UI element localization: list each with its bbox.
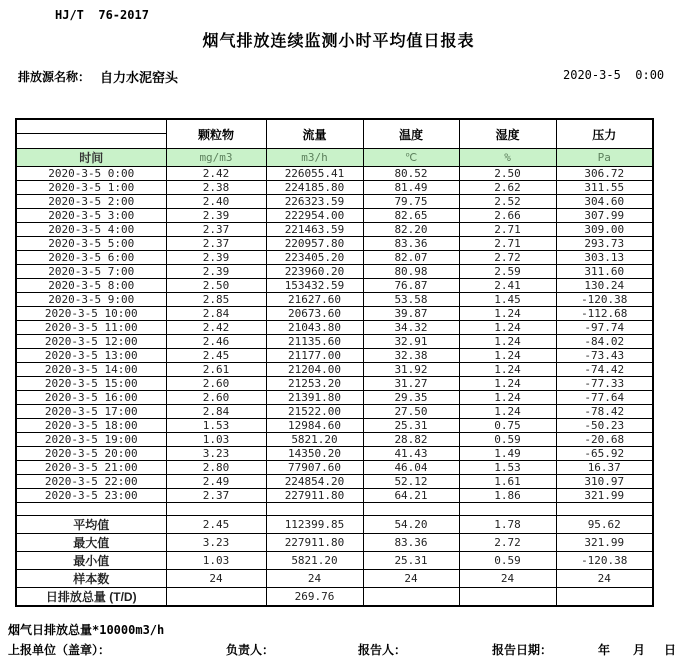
value-cell: 293.73 bbox=[556, 237, 653, 251]
value-cell: 1.61 bbox=[459, 475, 556, 489]
time-cell: 2020-3-5 6:00 bbox=[16, 251, 166, 265]
value-cell: 27.50 bbox=[363, 405, 459, 419]
total-emission-note: 烟气日排放总量*10000m3/h bbox=[8, 623, 165, 637]
summary-value: 2.72 bbox=[459, 534, 556, 552]
table-row bbox=[16, 181, 653, 195]
value-cell: 311.55 bbox=[556, 181, 653, 195]
value-cell: 222954.00 bbox=[266, 209, 363, 223]
value-cell: 304.60 bbox=[556, 195, 653, 209]
value-cell: 31.92 bbox=[363, 363, 459, 377]
responsible-person-label: 负责人： bbox=[226, 643, 275, 657]
value-cell: -77.64 bbox=[556, 391, 653, 405]
spacer-body bbox=[16, 503, 653, 516]
value-cell: 223405.20 bbox=[266, 251, 363, 265]
time-cell: 2020-3-5 2:00 bbox=[16, 195, 166, 209]
summary-value bbox=[556, 588, 653, 607]
value-cell: 224854.20 bbox=[266, 475, 363, 489]
value-cell: -97.74 bbox=[556, 321, 653, 335]
value-cell: 31.27 bbox=[363, 377, 459, 391]
time-cell: 2020-3-5 23:00 bbox=[16, 489, 166, 503]
value-cell: 34.32 bbox=[363, 321, 459, 335]
day-label: 日 bbox=[664, 643, 677, 657]
value-cell: 2.46 bbox=[166, 335, 266, 349]
value-cell: 21391.80 bbox=[266, 391, 363, 405]
value-cell: 20673.60 bbox=[266, 307, 363, 321]
column-header-temperature: 温度 bbox=[363, 119, 459, 149]
value-cell: 1.24 bbox=[459, 377, 556, 391]
value-cell: 1.24 bbox=[459, 307, 556, 321]
value-cell: -65.92 bbox=[556, 447, 653, 461]
value-cell: 2.62 bbox=[459, 181, 556, 195]
value-cell: -112.68 bbox=[556, 307, 653, 321]
value-cell: 21043.80 bbox=[266, 321, 363, 335]
summary-value: 54.20 bbox=[363, 516, 459, 534]
time-cell: 2020-3-5 22:00 bbox=[16, 475, 166, 489]
value-cell: 2.72 bbox=[459, 251, 556, 265]
summary-label: 最小值 bbox=[16, 552, 166, 570]
table-row bbox=[16, 335, 653, 349]
summary-label: 最大值 bbox=[16, 534, 166, 552]
summary-label: 日排放总量 (T/D) bbox=[16, 588, 166, 607]
reporter-label: 报告人： bbox=[358, 643, 407, 657]
value-cell: 79.75 bbox=[363, 195, 459, 209]
time-cell: 2020-3-5 5:00 bbox=[16, 237, 166, 251]
monitoring-table bbox=[15, 118, 654, 607]
table-row bbox=[16, 223, 653, 237]
time-cell: 2020-3-5 19:00 bbox=[16, 433, 166, 447]
column-header-flow: 流量 bbox=[266, 119, 363, 149]
value-cell: 1.53 bbox=[459, 461, 556, 475]
value-cell: 21204.00 bbox=[266, 363, 363, 377]
value-cell: 0.59 bbox=[459, 433, 556, 447]
table-row bbox=[16, 433, 653, 447]
summary-value bbox=[459, 588, 556, 607]
value-cell: 1.24 bbox=[459, 391, 556, 405]
value-cell: 220957.80 bbox=[266, 237, 363, 251]
corner-cell-bottom bbox=[17, 134, 166, 148]
summary-value: 1.03 bbox=[166, 552, 266, 570]
value-cell: 52.12 bbox=[363, 475, 459, 489]
value-cell: 226323.59 bbox=[266, 195, 363, 209]
page-title: 烟气排放连续监测小时平均值日报表 bbox=[202, 33, 475, 50]
time-cell: 2020-3-5 0:00 bbox=[16, 167, 166, 181]
time-cell: 2020-3-5 9:00 bbox=[16, 293, 166, 307]
column-header-row bbox=[16, 119, 653, 149]
value-cell: 2.39 bbox=[166, 265, 266, 279]
value-cell: 2.61 bbox=[166, 363, 266, 377]
value-cell: 81.49 bbox=[363, 181, 459, 195]
value-cell: -84.02 bbox=[556, 335, 653, 349]
value-cell: 12984.60 bbox=[266, 419, 363, 433]
table-row bbox=[16, 419, 653, 433]
value-cell: 2.60 bbox=[166, 391, 266, 405]
report-date-label: 报告日期： bbox=[492, 643, 553, 657]
value-cell: 2.42 bbox=[166, 167, 266, 181]
table-row bbox=[16, 251, 653, 265]
hourly-rows-body bbox=[16, 167, 653, 503]
time-cell: 2020-3-5 13:00 bbox=[16, 349, 166, 363]
value-cell: 32.91 bbox=[363, 335, 459, 349]
table-row bbox=[16, 265, 653, 279]
value-cell: 221463.59 bbox=[266, 223, 363, 237]
value-cell: 1.03 bbox=[166, 433, 266, 447]
value-cell: 2.39 bbox=[166, 209, 266, 223]
summary-row bbox=[16, 552, 653, 570]
value-cell: 303.13 bbox=[556, 251, 653, 265]
table-row bbox=[16, 447, 653, 461]
value-cell: 82.20 bbox=[363, 223, 459, 237]
value-cell: 2.71 bbox=[459, 223, 556, 237]
time-cell: 2020-3-5 14:00 bbox=[16, 363, 166, 377]
value-cell: 153432.59 bbox=[266, 279, 363, 293]
value-cell: 29.35 bbox=[363, 391, 459, 405]
value-cell: 2.84 bbox=[166, 405, 266, 419]
value-cell: 21177.00 bbox=[266, 349, 363, 363]
time-cell: 2020-3-5 8:00 bbox=[16, 279, 166, 293]
summary-value: 95.62 bbox=[556, 516, 653, 534]
value-cell: 2.84 bbox=[166, 307, 266, 321]
value-cell: 2.59 bbox=[459, 265, 556, 279]
summary-rows-body bbox=[16, 516, 653, 607]
value-cell: 307.99 bbox=[556, 209, 653, 223]
table-row bbox=[16, 209, 653, 223]
summary-value: 24 bbox=[166, 570, 266, 588]
value-cell: 83.36 bbox=[363, 237, 459, 251]
value-cell: 14350.20 bbox=[266, 447, 363, 461]
value-cell: 2.37 bbox=[166, 237, 266, 251]
value-cell: 226055.41 bbox=[266, 167, 363, 181]
summary-value: 24 bbox=[266, 570, 363, 588]
unit-flow: m3/h bbox=[266, 149, 363, 167]
corner-cell-top bbox=[17, 120, 166, 134]
report-datetime: 2020-3-5 0:00 bbox=[563, 68, 665, 82]
value-cell: 2.66 bbox=[459, 209, 556, 223]
value-cell: 76.87 bbox=[363, 279, 459, 293]
summary-value: 24 bbox=[363, 570, 459, 588]
value-cell: 2.39 bbox=[166, 251, 266, 265]
table-row bbox=[16, 489, 653, 503]
unit-pm: mg/m3 bbox=[166, 149, 266, 167]
value-cell: -77.33 bbox=[556, 377, 653, 391]
value-cell: 130.24 bbox=[556, 279, 653, 293]
value-cell: -50.23 bbox=[556, 419, 653, 433]
time-cell: 2020-3-5 17:00 bbox=[16, 405, 166, 419]
value-cell: 39.87 bbox=[363, 307, 459, 321]
table-row bbox=[16, 167, 653, 181]
time-cell: 2020-3-5 21:00 bbox=[16, 461, 166, 475]
value-cell: 0.75 bbox=[459, 419, 556, 433]
value-cell: 2.50 bbox=[459, 167, 556, 181]
table-row bbox=[16, 363, 653, 377]
summary-value: 1.78 bbox=[459, 516, 556, 534]
summary-row bbox=[16, 516, 653, 534]
value-cell: 1.86 bbox=[459, 489, 556, 503]
value-cell: 21522.00 bbox=[266, 405, 363, 419]
summary-value bbox=[166, 588, 266, 607]
value-cell: 2.50 bbox=[166, 279, 266, 293]
value-cell: 310.97 bbox=[556, 475, 653, 489]
time-cell: 2020-3-5 7:00 bbox=[16, 265, 166, 279]
summary-row bbox=[16, 534, 653, 552]
value-cell: 16.37 bbox=[556, 461, 653, 475]
value-cell: 80.52 bbox=[363, 167, 459, 181]
value-cell: 21627.60 bbox=[266, 293, 363, 307]
value-cell: 2.71 bbox=[459, 237, 556, 251]
value-cell: -73.43 bbox=[556, 349, 653, 363]
value-cell: 77907.60 bbox=[266, 461, 363, 475]
summary-row bbox=[16, 570, 653, 588]
unit-header-row bbox=[16, 149, 653, 167]
summary-value: 24 bbox=[556, 570, 653, 588]
summary-row bbox=[16, 588, 653, 607]
value-cell: 2.37 bbox=[166, 489, 266, 503]
value-cell: 82.65 bbox=[363, 209, 459, 223]
signature-line bbox=[0, 641, 677, 657]
value-cell: 2.60 bbox=[166, 377, 266, 391]
summary-value: 112399.85 bbox=[266, 516, 363, 534]
value-cell: -78.42 bbox=[556, 405, 653, 419]
unit-temperature: ℃ bbox=[363, 149, 459, 167]
value-cell: 2.42 bbox=[166, 321, 266, 335]
table-row bbox=[16, 475, 653, 489]
value-cell: 2.85 bbox=[166, 293, 266, 307]
table-row bbox=[16, 377, 653, 391]
time-cell: 2020-3-5 10:00 bbox=[16, 307, 166, 321]
value-cell: 82.07 bbox=[363, 251, 459, 265]
value-cell: 306.72 bbox=[556, 167, 653, 181]
value-cell: 227911.80 bbox=[266, 489, 363, 503]
value-cell: 311.60 bbox=[556, 265, 653, 279]
spacer-row bbox=[16, 503, 653, 516]
value-cell: -120.38 bbox=[556, 293, 653, 307]
summary-value: 83.36 bbox=[363, 534, 459, 552]
summary-value: 3.23 bbox=[166, 534, 266, 552]
value-cell: 2.80 bbox=[166, 461, 266, 475]
table-row bbox=[16, 461, 653, 475]
table-row bbox=[16, 405, 653, 419]
value-cell: 25.31 bbox=[363, 419, 459, 433]
value-cell: 2.52 bbox=[459, 195, 556, 209]
value-cell: 2.37 bbox=[166, 223, 266, 237]
source-name-value: 自力水泥窑头 bbox=[100, 70, 179, 85]
table-row bbox=[16, 293, 653, 307]
value-cell: 80.98 bbox=[363, 265, 459, 279]
time-cell: 2020-3-5 18:00 bbox=[16, 419, 166, 433]
value-cell: 2.40 bbox=[166, 195, 266, 209]
value-cell: -20.68 bbox=[556, 433, 653, 447]
value-cell: 2.41 bbox=[459, 279, 556, 293]
column-header-pm: 颗粒物 bbox=[166, 119, 266, 149]
value-cell: 1.24 bbox=[459, 349, 556, 363]
standard-number: HJ/T 76-2017 bbox=[55, 8, 149, 22]
source-name-label: 排放源名称： bbox=[18, 70, 91, 84]
summary-value bbox=[363, 588, 459, 607]
value-cell: 309.00 bbox=[556, 223, 653, 237]
summary-value: 2.45 bbox=[166, 516, 266, 534]
month-label: 月 bbox=[633, 643, 646, 657]
value-cell: 1.24 bbox=[459, 405, 556, 419]
time-cell: 2020-3-5 12:00 bbox=[16, 335, 166, 349]
table-row bbox=[16, 349, 653, 363]
table-row bbox=[16, 195, 653, 209]
value-cell: 46.04 bbox=[363, 461, 459, 475]
table-row bbox=[16, 307, 653, 321]
value-cell: 32.38 bbox=[363, 349, 459, 363]
time-cell: 2020-3-5 20:00 bbox=[16, 447, 166, 461]
summary-value: 25.31 bbox=[363, 552, 459, 570]
value-cell: 2.49 bbox=[166, 475, 266, 489]
value-cell: 224185.80 bbox=[266, 181, 363, 195]
summary-value: -120.38 bbox=[556, 552, 653, 570]
unit-humidity: % bbox=[459, 149, 556, 167]
summary-value: 5821.20 bbox=[266, 552, 363, 570]
summary-label: 样本数 bbox=[16, 570, 166, 588]
year-label: 年 bbox=[598, 643, 611, 657]
value-cell: 1.45 bbox=[459, 293, 556, 307]
value-cell: 28.82 bbox=[363, 433, 459, 447]
value-cell: 223960.20 bbox=[266, 265, 363, 279]
value-cell: 21135.60 bbox=[266, 335, 363, 349]
table-row bbox=[16, 391, 653, 405]
table-row bbox=[16, 321, 653, 335]
corner-cell bbox=[16, 119, 166, 149]
value-cell: -74.42 bbox=[556, 363, 653, 377]
value-cell: 3.23 bbox=[166, 447, 266, 461]
time-cell: 2020-3-5 16:00 bbox=[16, 391, 166, 405]
summary-value: 24 bbox=[459, 570, 556, 588]
value-cell: 1.49 bbox=[459, 447, 556, 461]
summary-value: 321.99 bbox=[556, 534, 653, 552]
summary-label: 平均值 bbox=[16, 516, 166, 534]
table-row bbox=[16, 237, 653, 251]
value-cell: 2.38 bbox=[166, 181, 266, 195]
report-unit-label: 上报单位（盖章）： bbox=[8, 643, 111, 657]
value-cell: 1.53 bbox=[166, 419, 266, 433]
value-cell: 1.24 bbox=[459, 321, 556, 335]
summary-value: 227911.80 bbox=[266, 534, 363, 552]
value-cell: 1.24 bbox=[459, 335, 556, 349]
time-column-header: 时间 bbox=[16, 149, 166, 167]
value-cell: 2.45 bbox=[166, 349, 266, 363]
value-cell: 41.43 bbox=[363, 447, 459, 461]
summary-value: 0.59 bbox=[459, 552, 556, 570]
time-cell: 2020-3-5 15:00 bbox=[16, 377, 166, 391]
value-cell: 21253.20 bbox=[266, 377, 363, 391]
time-cell: 2020-3-5 11:00 bbox=[16, 321, 166, 335]
time-cell: 2020-3-5 3:00 bbox=[16, 209, 166, 223]
time-cell: 2020-3-5 4:00 bbox=[16, 223, 166, 237]
time-cell: 2020-3-5 1:00 bbox=[16, 181, 166, 195]
column-header-pressure: 压力 bbox=[556, 119, 653, 149]
value-cell: 1.24 bbox=[459, 363, 556, 377]
table-row bbox=[16, 279, 653, 293]
column-header-humidity: 湿度 bbox=[459, 119, 556, 149]
unit-pressure: Pa bbox=[556, 149, 653, 167]
value-cell: 321.99 bbox=[556, 489, 653, 503]
value-cell: 64.21 bbox=[363, 489, 459, 503]
value-cell: 5821.20 bbox=[266, 433, 363, 447]
value-cell: 53.58 bbox=[363, 293, 459, 307]
summary-value: 269.76 bbox=[266, 588, 363, 607]
